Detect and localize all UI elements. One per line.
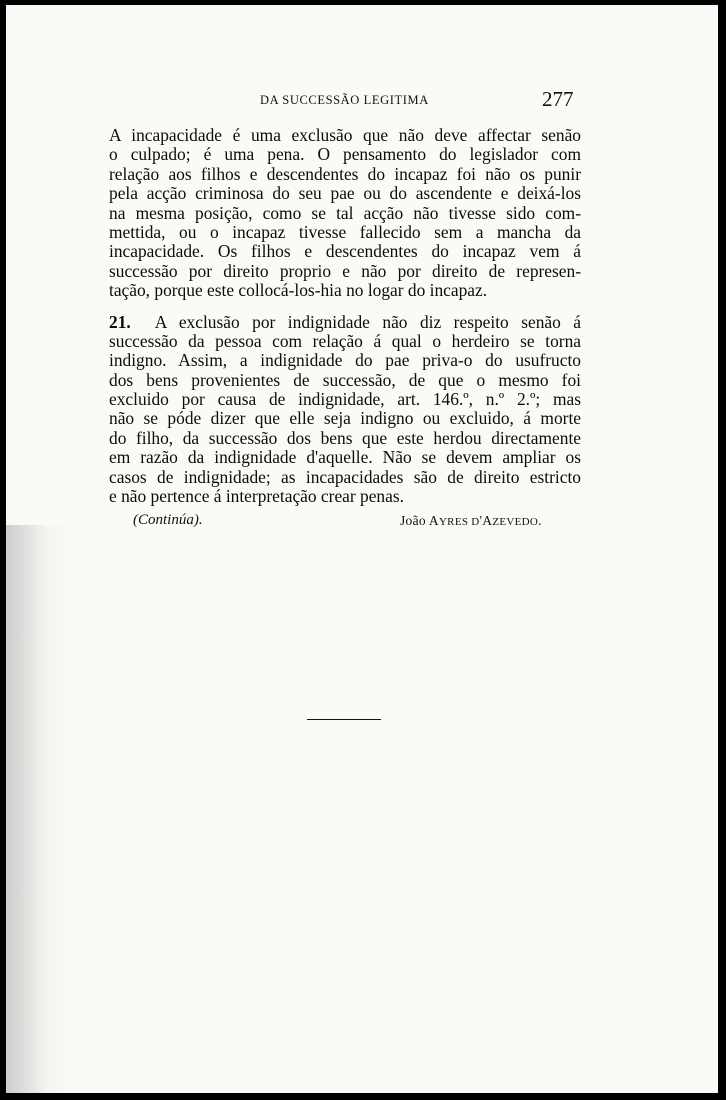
page-header bbox=[6, 87, 718, 117]
page-shadow bbox=[6, 525, 76, 1093]
text-line: incapacidade. Os filhos e descendentes do incapaz vem á bbox=[109, 241, 581, 262]
text-line: indigno. Assim, a indignidade do pae priva-o do usufructo bbox=[109, 350, 581, 371]
text-line: não se póde dizer que elle seja indigno ou excluido, á morte bbox=[109, 408, 581, 429]
text-line: do filho, da successão dos bens que este herdou directamente bbox=[109, 427, 581, 448]
text-line-section bbox=[109, 313, 581, 332]
author-signature: João AYRES D'AZEVEDO. bbox=[400, 513, 542, 528]
text-line: excluido por causa de indignidade, art. 146.º, n.º 2.º; mas bbox=[109, 389, 581, 410]
text-line: tação, porque este collocá-los-hia no logar do incapaz. bbox=[109, 280, 488, 301]
text-line: na mesma posição, como se tal acção não tivesse sido com- bbox=[109, 202, 581, 223]
closing-rule bbox=[307, 719, 381, 720]
text-line: pela acção criminosa do seu pae ou do ascendente e deixá-los bbox=[109, 183, 581, 204]
section-number: 21. bbox=[109, 311, 131, 332]
signature-row bbox=[6, 512, 718, 534]
text-line: o culpado; é uma pena. O pensamento do legislador com bbox=[109, 144, 581, 165]
document-page bbox=[6, 5, 718, 1093]
text-line: successão por direito proprio e não por direito de represen- bbox=[109, 260, 581, 281]
text-line: casos de indignidade; as incapacidades são de direito estricto bbox=[109, 466, 581, 487]
text-line: e não pertence á interpretação crear penas. bbox=[109, 486, 404, 507]
text-line: A incapacidade é uma exclusão que não deve affectar senão bbox=[109, 125, 581, 145]
running-title: DA SUCCESSÃO LEGITIMA bbox=[260, 93, 429, 107]
text-line: successão da pessoa com relação á qual o herdeiro se torna bbox=[109, 330, 581, 351]
body-text bbox=[109, 126, 581, 506]
page-number: 277 bbox=[542, 87, 574, 111]
continua-note: (Continúa). bbox=[133, 512, 203, 528]
text-line: mettida, ou o incapaz tivesse fallecido sem a mancha da bbox=[109, 221, 581, 242]
text-line: A exclusão por indignidade não diz respeito senão á bbox=[154, 311, 581, 332]
text-line: dos bens provenientes de successão, de que o mesmo foi bbox=[109, 369, 581, 390]
text-line: em razão da indignidade d'aquelle. Não se devem ampliar os bbox=[109, 447, 581, 468]
text-line: relação aos filhos e descendentes do incapaz foi não os punir bbox=[109, 163, 581, 184]
